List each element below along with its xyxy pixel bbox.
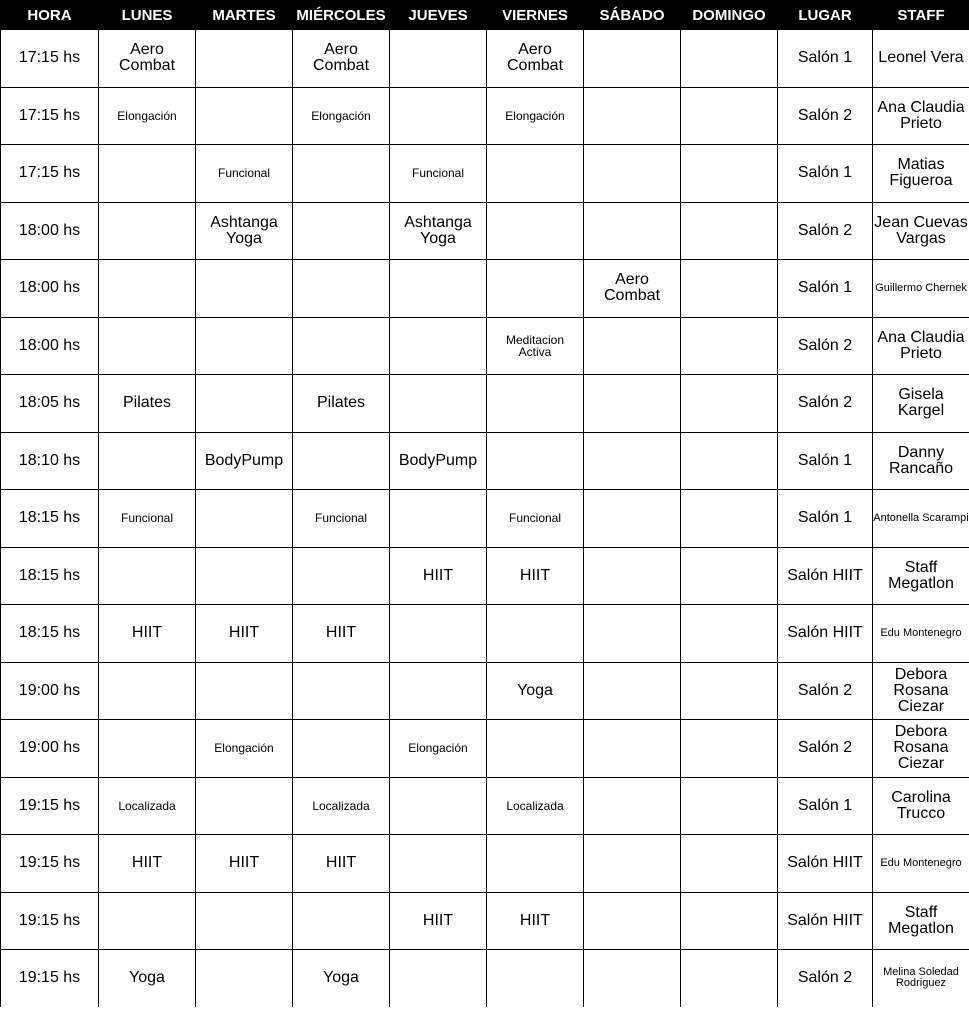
cell-jueves: Ashtanga Yoga: [390, 202, 487, 260]
table-row: [1, 375, 969, 433]
cell-martes: [196, 662, 293, 720]
cell-viernes: Elongación: [487, 87, 584, 145]
cell-domingo: [681, 547, 778, 605]
cell-domingo: [681, 145, 778, 203]
header-lunes: LUNES: [99, 1, 196, 30]
cell-hora: 18:00 hs: [1, 202, 99, 260]
cell-staff: Leonel Vera: [873, 30, 969, 88]
cell-domingo: [681, 202, 778, 260]
cell-staff: Staff Megatlon: [873, 892, 969, 950]
cell-viernes: HIIT: [487, 892, 584, 950]
cell-domingo: [681, 87, 778, 145]
cell-lunes: [99, 432, 196, 490]
header-miercoles: MIÉRCOLES: [293, 1, 390, 30]
cell-miercoles: HIIT: [293, 605, 390, 663]
cell-sabado: [584, 777, 681, 835]
cell-viernes: [487, 375, 584, 433]
cell-domingo: [681, 605, 778, 663]
cell-lugar: Salón 1: [778, 30, 873, 88]
cell-viernes: [487, 202, 584, 260]
cell-lunes: [99, 720, 196, 778]
cell-hora: 19:15 hs: [1, 777, 99, 835]
cell-domingo: [681, 720, 778, 778]
cell-domingo: [681, 260, 778, 318]
header-row: [1, 1, 969, 30]
cell-lunes: Funcional: [99, 490, 196, 548]
header-staff: STAFF: [873, 1, 969, 30]
cell-domingo: [681, 777, 778, 835]
cell-martes: [196, 777, 293, 835]
cell-jueves: Elongación: [390, 720, 487, 778]
cell-martes: [196, 317, 293, 375]
cell-martes: Funcional: [196, 145, 293, 203]
table-row: [1, 490, 969, 548]
cell-lunes: [99, 202, 196, 260]
cell-lugar: Salón 2: [778, 662, 873, 720]
cell-martes: HIIT: [196, 605, 293, 663]
header-hora: HORA: [1, 1, 99, 30]
cell-domingo: [681, 892, 778, 950]
table-row: [1, 605, 969, 663]
cell-lunes: [99, 547, 196, 605]
cell-viernes: [487, 260, 584, 318]
cell-jueves: [390, 87, 487, 145]
cell-jueves: [390, 260, 487, 318]
cell-hora: 18:15 hs: [1, 490, 99, 548]
cell-domingo: [681, 662, 778, 720]
cell-hora: 19:00 hs: [1, 662, 99, 720]
table-row: [1, 662, 969, 720]
table-row: [1, 30, 969, 88]
cell-sabado: [584, 892, 681, 950]
cell-hora: 18:00 hs: [1, 260, 99, 318]
cell-lugar: Salón HIIT: [778, 835, 873, 893]
cell-lunes: [99, 145, 196, 203]
cell-lugar: Salón 2: [778, 87, 873, 145]
cell-jueves: [390, 662, 487, 720]
header-viernes: VIERNES: [487, 1, 584, 30]
cell-miercoles: [293, 260, 390, 318]
cell-staff: Antonella Scarampi: [873, 490, 969, 548]
cell-sabado: [584, 720, 681, 778]
cell-lugar: Salón 2: [778, 950, 873, 1007]
cell-viernes: Yoga: [487, 662, 584, 720]
cell-lunes: [99, 892, 196, 950]
cell-lugar: Salón 2: [778, 375, 873, 433]
table-row: [1, 260, 969, 318]
cell-martes: HIIT: [196, 835, 293, 893]
cell-viernes: [487, 145, 584, 203]
cell-lunes: [99, 260, 196, 318]
cell-martes: [196, 30, 293, 88]
cell-lugar: Salón HIIT: [778, 892, 873, 950]
cell-jueves: BodyPump: [390, 432, 487, 490]
cell-miercoles: Elongación: [293, 87, 390, 145]
cell-sabado: [584, 490, 681, 548]
cell-jueves: [390, 30, 487, 88]
table-row: [1, 202, 969, 260]
cell-sabado: [584, 317, 681, 375]
cell-lunes: Aero Combat: [99, 30, 196, 88]
cell-domingo: [681, 432, 778, 490]
cell-sabado: [584, 432, 681, 490]
cell-staff: Carolina Trucco: [873, 777, 969, 835]
cell-lunes: Yoga: [99, 950, 196, 1007]
cell-domingo: [681, 375, 778, 433]
cell-sabado: [584, 145, 681, 203]
table-row: [1, 547, 969, 605]
cell-viernes: Aero Combat: [487, 30, 584, 88]
cell-sabado: [584, 950, 681, 1007]
cell-martes: BodyPump: [196, 432, 293, 490]
header-lugar: LUGAR: [778, 1, 873, 30]
cell-staff: Danny Rancaño: [873, 432, 969, 490]
cell-miercoles: Pilates: [293, 375, 390, 433]
cell-sabado: [584, 202, 681, 260]
cell-lugar: Salón HIIT: [778, 605, 873, 663]
cell-lugar: Salón 1: [778, 777, 873, 835]
cell-lugar: Salón 2: [778, 317, 873, 375]
cell-miercoles: [293, 317, 390, 375]
cell-domingo: [681, 490, 778, 548]
cell-lugar: Salón HIIT: [778, 547, 873, 605]
cell-staff: Gisela Kargel: [873, 375, 969, 433]
table-row: [1, 317, 969, 375]
cell-viernes: [487, 950, 584, 1007]
cell-sabado: [584, 547, 681, 605]
cell-staff: Matias Figueroa: [873, 145, 969, 203]
cell-domingo: [681, 950, 778, 1007]
cell-miercoles: Funcional: [293, 490, 390, 548]
cell-miercoles: HIIT: [293, 835, 390, 893]
table-row: [1, 892, 969, 950]
table-row: [1, 720, 969, 778]
cell-hora: 17:15 hs: [1, 145, 99, 203]
cell-martes: [196, 375, 293, 433]
cell-lunes: Localizada: [99, 777, 196, 835]
cell-domingo: [681, 317, 778, 375]
cell-viernes: [487, 605, 584, 663]
cell-lunes: [99, 317, 196, 375]
cell-miercoles: [293, 892, 390, 950]
cell-lugar: Salón 1: [778, 145, 873, 203]
cell-lugar: Salón 1: [778, 432, 873, 490]
cell-lugar: Salón 1: [778, 490, 873, 548]
cell-martes: Ashtanga Yoga: [196, 202, 293, 260]
cell-hora: 19:15 hs: [1, 892, 99, 950]
cell-hora: 19:15 hs: [1, 835, 99, 893]
cell-viernes: Funcional: [487, 490, 584, 548]
cell-jueves: Funcional: [390, 145, 487, 203]
cell-martes: [196, 547, 293, 605]
cell-miercoles: Aero Combat: [293, 30, 390, 88]
cell-lunes: Elongación: [99, 87, 196, 145]
cell-martes: [196, 260, 293, 318]
cell-hora: 17:15 hs: [1, 30, 99, 88]
cell-jueves: [390, 950, 487, 1007]
cell-lunes: [99, 662, 196, 720]
cell-jueves: [390, 605, 487, 663]
cell-domingo: [681, 835, 778, 893]
cell-staff: Staff Megatlon: [873, 547, 969, 605]
cell-jueves: [390, 490, 487, 548]
cell-miercoles: [293, 662, 390, 720]
cell-jueves: [390, 777, 487, 835]
cell-staff: Guillermo Chernek: [873, 260, 969, 318]
cell-staff: Edu Montenegro: [873, 835, 969, 893]
cell-sabado: [584, 375, 681, 433]
cell-lugar: Salón 2: [778, 202, 873, 260]
cell-martes: [196, 490, 293, 548]
cell-jueves: [390, 317, 487, 375]
cell-staff: Debora Rosana Ciezar: [873, 662, 969, 720]
header-martes: MARTES: [196, 1, 293, 30]
cell-sabado: [584, 30, 681, 88]
cell-sabado: [584, 87, 681, 145]
table-row: [1, 835, 969, 893]
cell-viernes: Meditacion Activa: [487, 317, 584, 375]
cell-hora: 17:15 hs: [1, 87, 99, 145]
cell-viernes: Localizada: [487, 777, 584, 835]
cell-hora: 18:10 hs: [1, 432, 99, 490]
cell-viernes: [487, 720, 584, 778]
cell-lugar: Salón 1: [778, 260, 873, 318]
cell-hora: 18:15 hs: [1, 605, 99, 663]
cell-staff: Ana Claudia Prieto: [873, 317, 969, 375]
cell-miercoles: [293, 145, 390, 203]
cell-jueves: [390, 375, 487, 433]
cell-jueves: HIIT: [390, 547, 487, 605]
table-row: [1, 145, 969, 203]
cell-hora: 18:15 hs: [1, 547, 99, 605]
cell-hora: 18:05 hs: [1, 375, 99, 433]
cell-martes: Elongación: [196, 720, 293, 778]
table-row: [1, 777, 969, 835]
cell-jueves: [390, 835, 487, 893]
table-row: [1, 950, 969, 1007]
cell-staff: Melina Soledad Rodriguez: [873, 950, 969, 1007]
cell-lunes: HIIT: [99, 605, 196, 663]
cell-miercoles: Yoga: [293, 950, 390, 1007]
cell-lunes: Pilates: [99, 375, 196, 433]
cell-miercoles: [293, 547, 390, 605]
cell-viernes: HIIT: [487, 547, 584, 605]
cell-miercoles: [293, 432, 390, 490]
cell-miercoles: Localizada: [293, 777, 390, 835]
cell-hora: 18:00 hs: [1, 317, 99, 375]
table-row: [1, 87, 969, 145]
cell-domingo: [681, 30, 778, 88]
cell-viernes: [487, 835, 584, 893]
schedule-body: [1, 30, 969, 1007]
cell-sabado: [584, 605, 681, 663]
header-sabado: SÁBADO: [584, 1, 681, 30]
cell-hora: 19:00 hs: [1, 720, 99, 778]
cell-jueves: HIIT: [390, 892, 487, 950]
cell-sabado: [584, 835, 681, 893]
cell-sabado: Aero Combat: [584, 260, 681, 318]
cell-staff: Ana Claudia Prieto: [873, 87, 969, 145]
cell-sabado: [584, 662, 681, 720]
cell-staff: Jean Cuevas Vargas: [873, 202, 969, 260]
cell-staff: Edu Montenegro: [873, 605, 969, 663]
cell-staff: Debora Rosana Ciezar: [873, 720, 969, 778]
cell-miercoles: [293, 720, 390, 778]
cell-viernes: [487, 432, 584, 490]
cell-miercoles: [293, 202, 390, 260]
table-row: [1, 432, 969, 490]
cell-hora: 19:15 hs: [1, 950, 99, 1007]
header-domingo: DOMINGO: [681, 1, 778, 30]
cell-lunes: HIIT: [99, 835, 196, 893]
cell-martes: [196, 892, 293, 950]
cell-martes: [196, 950, 293, 1007]
header-jueves: JUEVES: [390, 1, 487, 30]
cell-martes: [196, 87, 293, 145]
cell-lugar: Salón 2: [778, 720, 873, 778]
